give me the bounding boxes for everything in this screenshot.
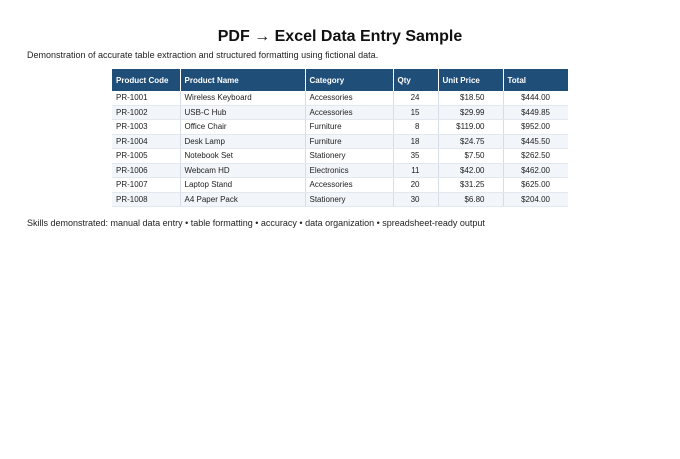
column-header-category: Category xyxy=(305,69,393,91)
cell-qty: 24 xyxy=(393,91,438,105)
cell-unit-price: $6.80 xyxy=(438,192,503,207)
cell-qty: 20 xyxy=(393,178,438,193)
cell-category: Furniture xyxy=(305,120,393,135)
cell-product-name: Desk Lamp xyxy=(180,134,305,149)
table-header-row xyxy=(112,69,568,91)
cell-product-name: Wireless Keyboard xyxy=(180,91,305,105)
cell-product-code: PR-1008 xyxy=(112,192,180,207)
cell-total: $444.00 xyxy=(503,91,568,105)
cell-unit-price: $31.25 xyxy=(438,178,503,193)
table-row xyxy=(112,178,568,193)
table-row xyxy=(112,134,568,149)
table-row xyxy=(112,192,568,207)
cell-total: $262.50 xyxy=(503,149,568,164)
cell-product-name: Office Chair xyxy=(180,120,305,135)
cell-unit-price: $24.75 xyxy=(438,134,503,149)
table-row xyxy=(112,163,568,178)
cell-category: Stationery xyxy=(305,149,393,164)
cell-product-name: Webcam HD xyxy=(180,163,305,178)
data-table-container xyxy=(112,69,568,207)
cell-product-code: PR-1007 xyxy=(112,178,180,193)
cell-qty: 18 xyxy=(393,134,438,149)
column-header-unit-price: Unit Price xyxy=(438,69,503,91)
skills-note: Skills demonstrated: manual data entry • table formatting • accuracy • data organization • spreadsheet-ready output xyxy=(27,218,485,228)
cell-product-code: PR-1006 xyxy=(112,163,180,178)
cell-total: $449.85 xyxy=(503,105,568,120)
cell-unit-price: $7.50 xyxy=(438,149,503,164)
cell-qty: 8 xyxy=(393,120,438,135)
cell-category: Accessories xyxy=(305,178,393,193)
cell-unit-price: $119.00 xyxy=(438,120,503,135)
cell-unit-price: $42.00 xyxy=(438,163,503,178)
cell-category: Accessories xyxy=(305,91,393,105)
cell-unit-price: $18.50 xyxy=(438,91,503,105)
cell-product-code: PR-1004 xyxy=(112,134,180,149)
table-body xyxy=(112,91,568,207)
column-header-qty: Qty xyxy=(393,69,438,91)
cell-category: Stationery xyxy=(305,192,393,207)
cell-product-name: USB-C Hub xyxy=(180,105,305,120)
cell-category: Furniture xyxy=(305,134,393,149)
cell-product-code: PR-1002 xyxy=(112,105,180,120)
cell-product-code: PR-1005 xyxy=(112,149,180,164)
cell-product-code: PR-1003 xyxy=(112,120,180,135)
cell-total: $952.00 xyxy=(503,120,568,135)
table-row xyxy=(112,105,568,120)
cell-qty: 15 xyxy=(393,105,438,120)
cell-qty: 11 xyxy=(393,163,438,178)
table-row xyxy=(112,91,568,105)
cell-category: Accessories xyxy=(305,105,393,120)
cell-qty: 30 xyxy=(393,192,438,207)
cell-total: $462.00 xyxy=(503,163,568,178)
cell-total: $625.00 xyxy=(503,178,568,193)
product-table xyxy=(112,69,568,207)
page-title: PDF → Excel Data Entry Sample xyxy=(217,28,463,45)
cell-total: $204.00 xyxy=(503,192,568,207)
cell-product-name: Laptop Stand xyxy=(180,178,305,193)
table-row xyxy=(112,149,568,164)
cell-product-code: PR-1001 xyxy=(112,91,180,105)
column-header-total: Total xyxy=(503,69,568,91)
cell-product-name: A4 Paper Pack xyxy=(180,192,305,207)
column-header-product-code: Product Code xyxy=(112,69,180,91)
cell-total: $445.50 xyxy=(503,134,568,149)
cell-qty: 35 xyxy=(393,149,438,164)
column-header-product-name: Product Name xyxy=(180,69,305,91)
table-row xyxy=(112,120,568,135)
cell-category: Electronics xyxy=(305,163,393,178)
cell-unit-price: $29.99 xyxy=(438,105,503,120)
page-subtitle: Demonstration of accurate table extraction and structured formatting using fictional data. xyxy=(27,50,379,60)
table-header xyxy=(112,69,568,91)
cell-product-name: Notebook Set xyxy=(180,149,305,164)
